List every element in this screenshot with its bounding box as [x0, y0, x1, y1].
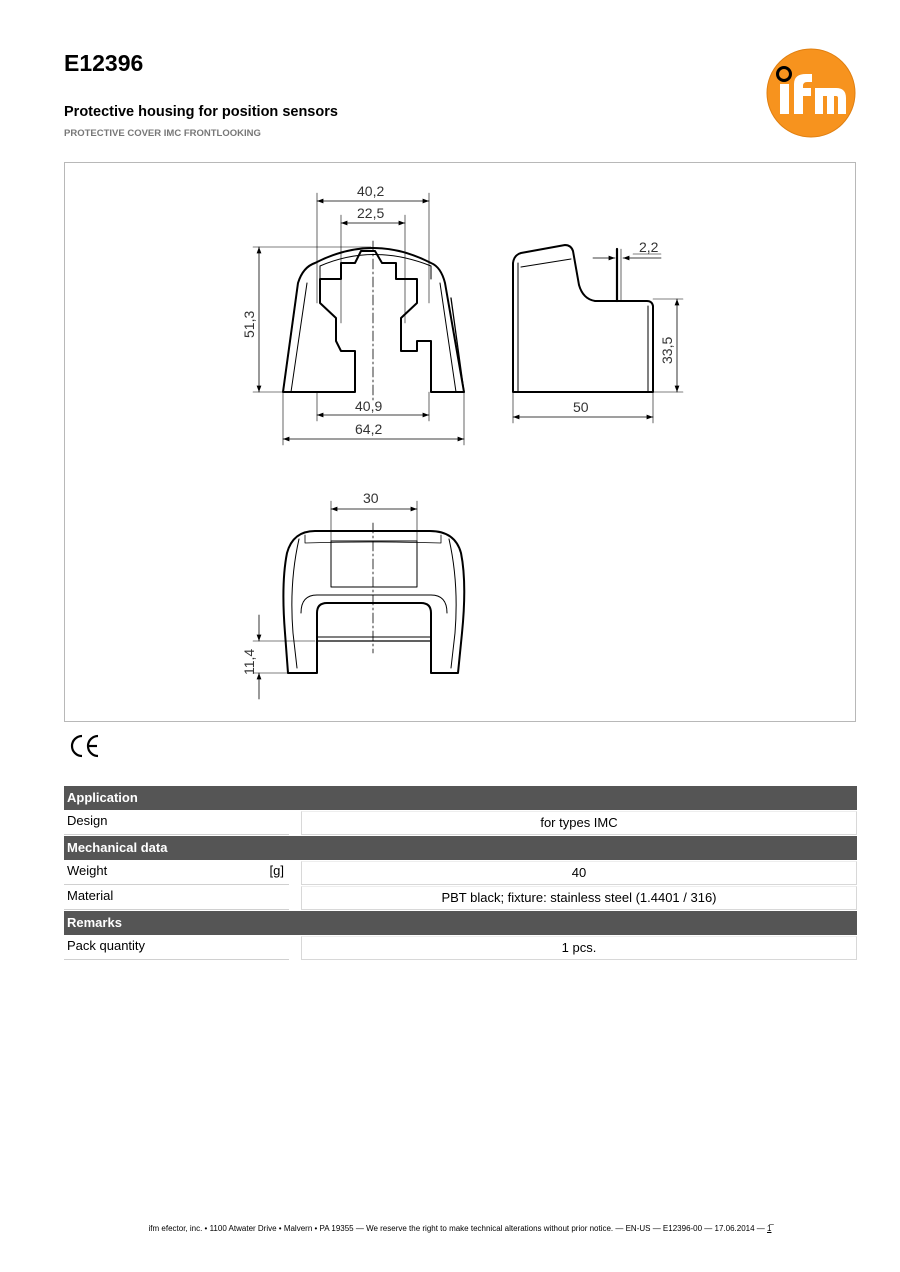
spec-label: Material	[64, 886, 289, 910]
section-header-mechanical: Mechanical data	[64, 836, 857, 860]
spec-label: Pack quantity	[64, 936, 289, 960]
spec-row-weight	[64, 861, 857, 885]
top-view-outline	[283, 531, 464, 673]
spec-row-material	[64, 886, 857, 910]
spec-label: Design	[64, 811, 289, 835]
dim-side-height: 33,5	[659, 336, 675, 364]
spec-unit: [g]	[269, 863, 284, 878]
dimension-drawing-svg	[65, 163, 857, 723]
dim-depth: 50	[573, 399, 589, 415]
ce-mark-svg	[68, 732, 104, 760]
product-code: E12396	[64, 50, 144, 76]
dimension-drawing	[64, 162, 856, 722]
spec-value: 1 pcs.	[301, 936, 857, 960]
spec-value: for types IMC	[301, 811, 857, 835]
dim-thickness: 2,2	[639, 239, 659, 255]
specs-table	[64, 786, 857, 961]
spec-value: 40	[301, 861, 857, 885]
spec-row-design	[64, 811, 857, 835]
product-subtitle: PROTECTIVE COVER IMC FRONTLOOKING	[64, 128, 261, 139]
dim-bottom-inner: 40,9	[355, 398, 383, 414]
spec-row-pack-quantity	[64, 936, 857, 960]
dim-inner-width: 22,5	[357, 205, 385, 221]
dim-height: 51,3	[241, 310, 257, 338]
dim-total-width: 64,2	[355, 421, 383, 437]
section-header-remarks: Remarks	[64, 911, 857, 935]
ifm-logo	[766, 48, 856, 138]
footer-page-mark: 1̅	[767, 1224, 772, 1233]
spec-value: PBT black; fixture: stainless steel (1.4401 / 316)	[301, 886, 857, 910]
dim-foot-height: 11,4	[241, 648, 257, 675]
spec-label: Weight	[64, 861, 289, 885]
side-view-outline	[513, 245, 653, 392]
product-title: Protective housing for position sensors	[64, 104, 338, 120]
footer-text: ifm efector, inc. • 1100 Atwater Drive • Malvern • PA 19355 — We reserve the right to make technical alterations without prior notice. — EN-US — E12396-00 — 17.06.2014 —	[148, 1224, 765, 1233]
front-view-outline	[283, 248, 464, 392]
dim-opening-width: 30	[363, 490, 379, 506]
section-header-application: Application	[64, 786, 857, 810]
ce-mark	[68, 732, 104, 760]
dim-top-width: 40,2	[357, 183, 385, 199]
page-footer	[0, 1224, 900, 1233]
